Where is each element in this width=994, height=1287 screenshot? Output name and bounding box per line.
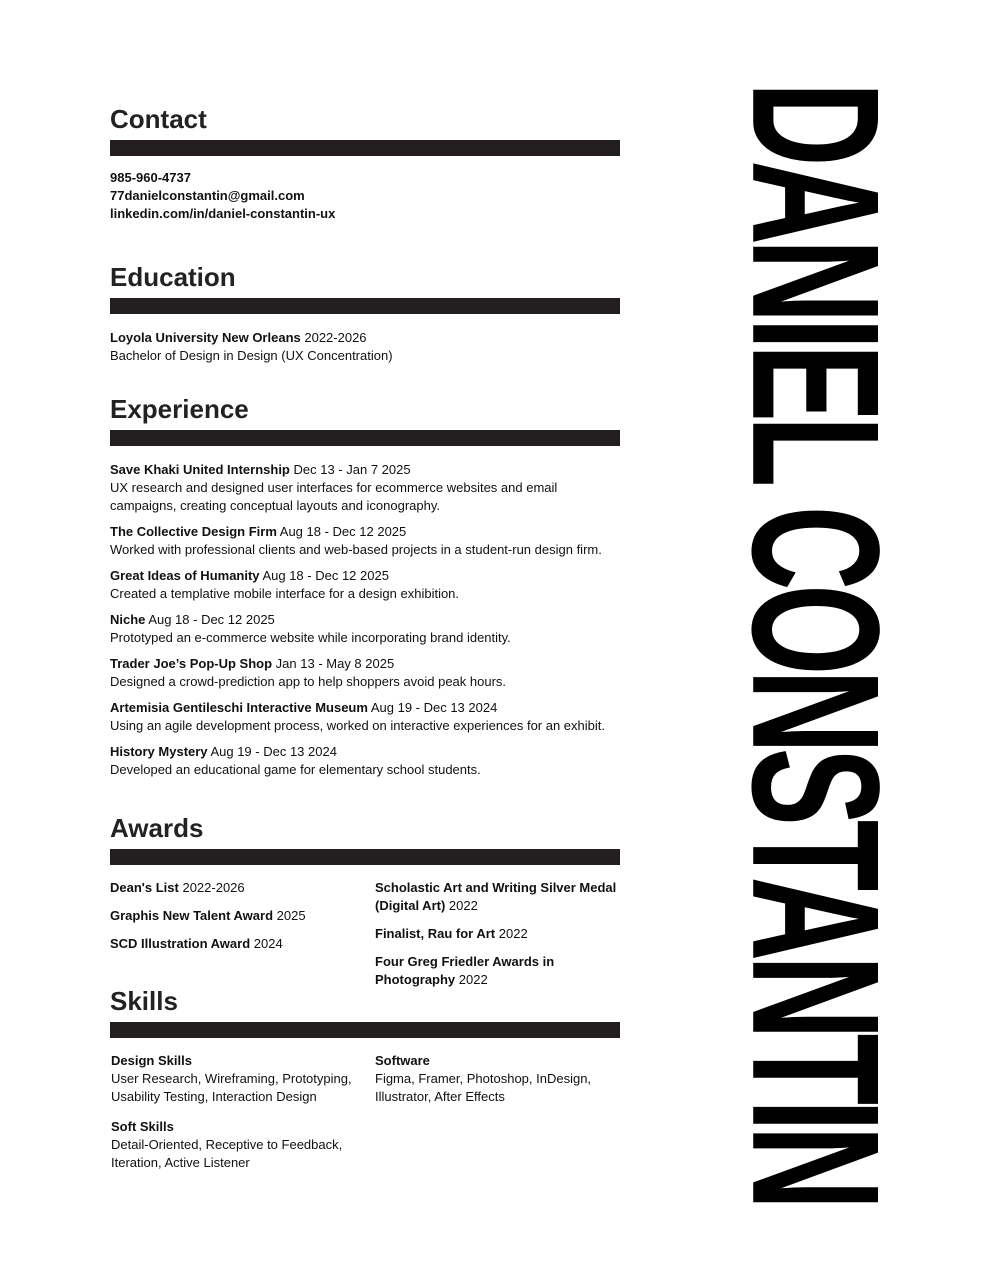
experience-org: Artemisia Gentileschi Interactive Museum — [110, 700, 368, 715]
section-divider — [110, 849, 620, 865]
education-years: 2022-2026 — [304, 330, 367, 345]
skill-group-body: User Research, Wireframing, Prototyping, Usability Testing, Interaction Design — [111, 1071, 352, 1104]
experience-dates: Aug 19 - Dec 13 2024 — [370, 700, 498, 715]
award-name: Graphis New Talent Award — [110, 908, 274, 923]
experience-desc: Designed a crowd-prediction app to help shoppers avoid peak hours. — [110, 674, 507, 689]
vertical-name-banner — [714, 81, 918, 1205]
section-divider — [110, 298, 620, 314]
experience-item — [110, 461, 620, 515]
experience-desc: UX research and designed user interfaces for ecommerce websites and email campaigns, creating conceptual layouts and iconography. — [110, 480, 558, 513]
section-title-awards: Awards — [110, 813, 204, 843]
experience-dates: Dec 13 - Jan 7 2025 — [293, 462, 411, 477]
award-year: 2022 — [458, 972, 488, 987]
experience-item — [110, 655, 620, 691]
contact-email: 77danielconstantin@gmail.com — [110, 188, 305, 203]
awards-section — [110, 813, 620, 865]
skill-group-soft — [111, 1118, 361, 1172]
section-title-education: Education — [110, 262, 236, 292]
education-entry — [110, 329, 620, 347]
section-divider — [110, 140, 620, 156]
skill-group-body: Figma, Framer, Photoshop, InDesign, Illustrator, After Effects — [375, 1071, 592, 1104]
awards-right-column — [375, 879, 620, 999]
award-name: Four Greg Friedler Awards in Photography — [375, 954, 555, 987]
education-degree: Bachelor of Design in Design (UX Concentration) — [110, 348, 393, 363]
experience-org: Save Khaki United Internship — [110, 462, 290, 477]
experience-section — [110, 394, 620, 787]
experience-org: The Collective Design Firm — [110, 524, 277, 539]
award-year: 2025 — [276, 908, 306, 923]
skill-group-title: Software — [375, 1053, 430, 1068]
contact-linkedin: linkedin.com/in/daniel-constantin-ux — [110, 206, 336, 221]
skill-group-body: Detail-Oriented, Receptive to Feedback, Iteration, Active Listener — [111, 1137, 343, 1170]
skill-group-design — [111, 1052, 361, 1106]
award-name: Finalist, Rau for Art — [375, 926, 496, 941]
award-year: 2022 — [498, 926, 528, 941]
education-school: Loyola University New Orleans — [110, 330, 301, 345]
skills-right-column — [375, 1052, 610, 1106]
experience-item — [110, 567, 620, 603]
award-year: 2022-2026 — [182, 880, 245, 895]
experience-desc: Prototyped an e-commerce website while incorporating brand identity. — [110, 630, 511, 645]
section-title-contact: Contact — [110, 104, 207, 134]
contact-section — [110, 104, 620, 223]
award-item — [375, 953, 620, 989]
section-title-skills: Skills — [110, 986, 178, 1016]
experience-item — [110, 699, 620, 735]
experience-org: Niche — [110, 612, 146, 627]
skill-group-title: Soft Skills — [111, 1119, 174, 1134]
experience-desc: Worked with professional clients and web-based projects in a student-run design firm. — [110, 542, 602, 557]
award-name: Dean's List — [110, 880, 179, 895]
award-name: Scholastic Art and Writing Silver Medal (Digital Art) — [375, 880, 617, 913]
award-year: 2022 — [448, 898, 478, 913]
contact-phone: 985-960-4737 — [110, 170, 191, 185]
experience-item — [110, 743, 620, 779]
experience-desc: Created a templative mobile interface for a design exhibition. — [110, 586, 460, 601]
award-year: 2024 — [253, 936, 283, 951]
experience-item — [110, 611, 620, 647]
experience-dates: Jan 13 - May 8 2025 — [275, 656, 395, 671]
skill-group-title: Design Skills — [111, 1053, 192, 1068]
award-item — [375, 925, 620, 943]
experience-dates: Aug 18 - Dec 12 2025 — [279, 524, 407, 539]
section-divider — [110, 1022, 620, 1038]
skill-group-software — [375, 1052, 610, 1106]
award-item — [110, 935, 360, 953]
experience-list — [110, 461, 620, 779]
section-title-experience: Experience — [110, 394, 249, 424]
education-section — [110, 262, 620, 365]
vertical-name: DANIEL CONSTANTIN — [714, 81, 918, 1205]
skills-left-column — [111, 1052, 361, 1172]
experience-org: History Mystery — [110, 744, 208, 759]
section-divider — [110, 430, 620, 446]
experience-dates: Aug 18 - Dec 12 2025 — [262, 568, 389, 583]
experience-dates: Aug 19 - Dec 13 2024 — [210, 744, 337, 759]
award-name: SCD Illustration Award — [110, 936, 251, 951]
experience-org: Great Ideas of Humanity — [110, 568, 260, 583]
skills-section — [110, 986, 620, 1038]
awards-left-column — [110, 879, 360, 963]
experience-org: Trader Joe’s Pop-Up Shop — [110, 656, 273, 671]
experience-desc: Developed an educational game for elementary school students. — [110, 762, 481, 777]
experience-dates: Aug 18 - Dec 12 2025 — [148, 612, 275, 627]
award-item — [375, 879, 620, 915]
experience-desc: Using an agile development process, worked on interactive experiences for an exhibit. — [110, 718, 605, 733]
experience-item — [110, 523, 620, 559]
award-item — [110, 879, 360, 897]
award-item — [110, 907, 360, 925]
